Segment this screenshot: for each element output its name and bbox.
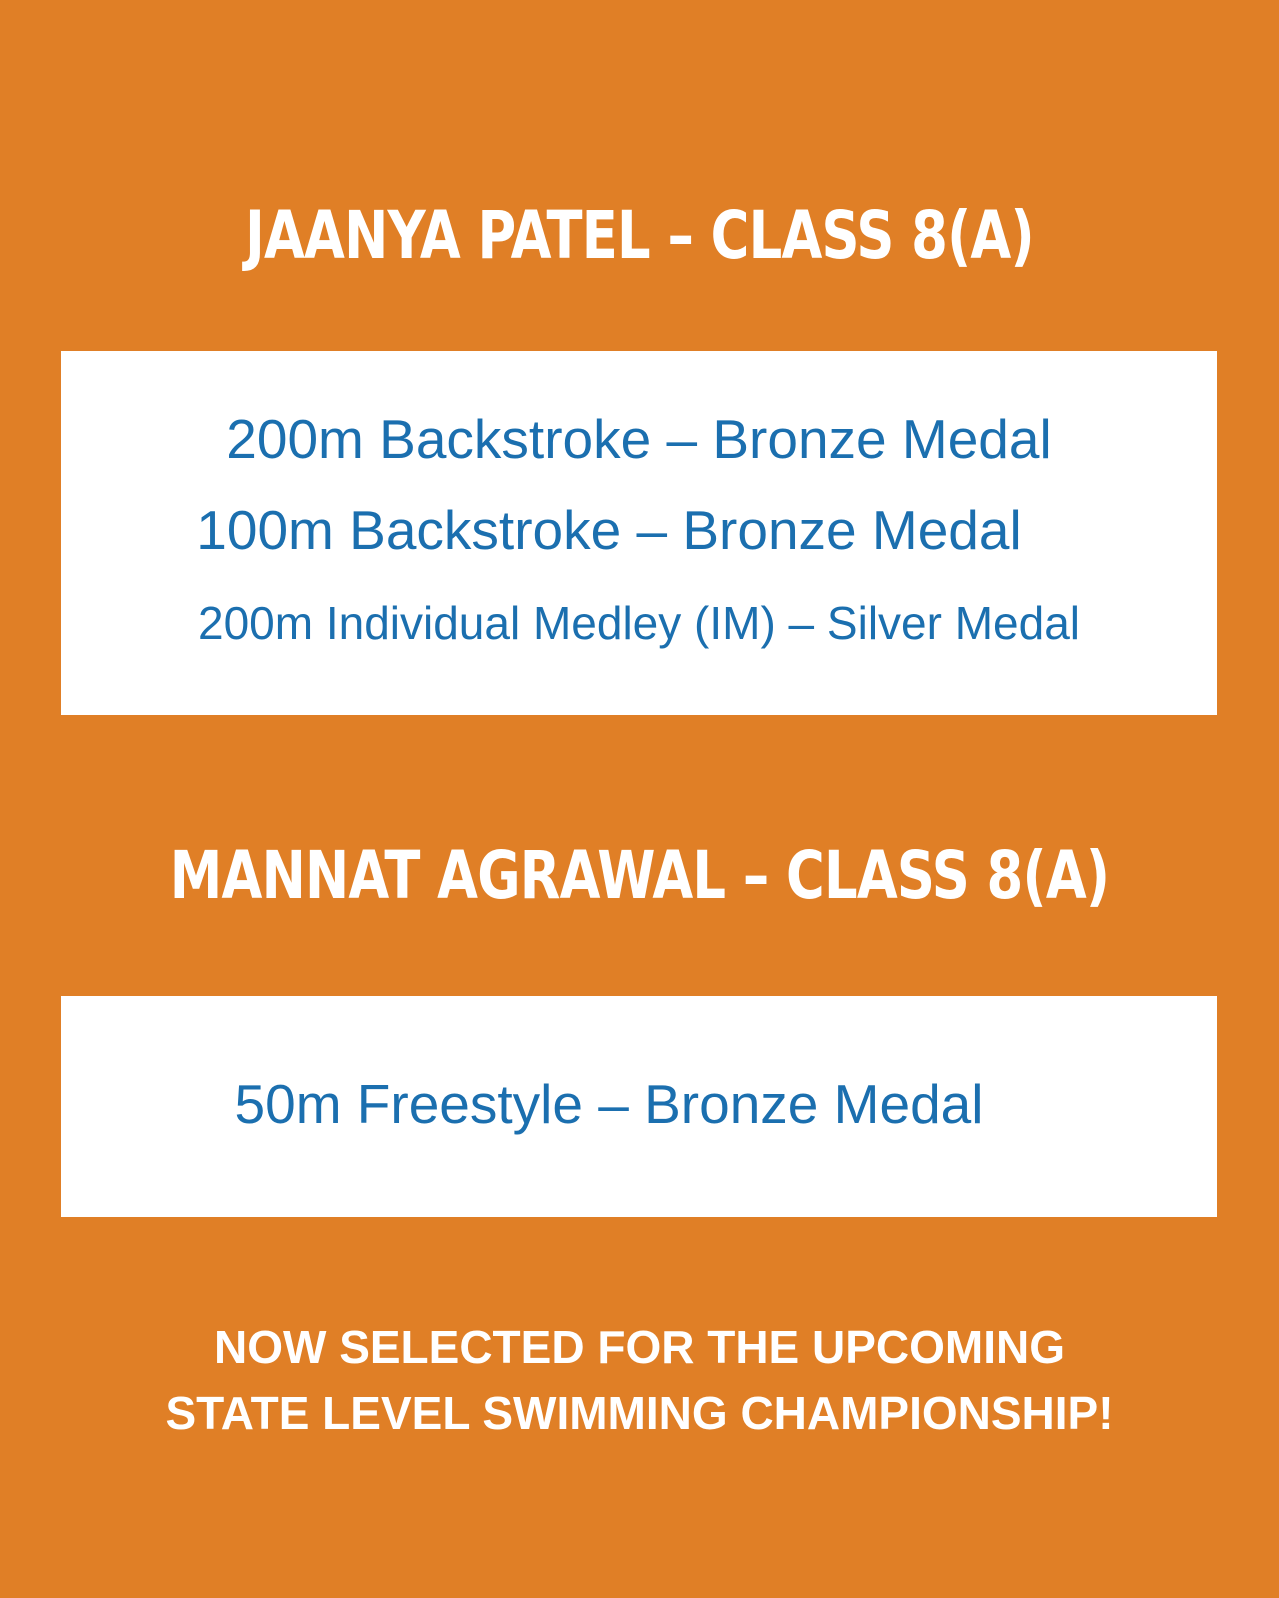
announcement-line-1: NOW SELECTED FOR THE UPCOMING — [214, 1321, 1065, 1373]
result-line: 50m Freestyle – Bronze Medal — [234, 1073, 984, 1135]
results-box-mannat-agrawal — [61, 996, 1217, 1217]
results-box-jaanya-patel — [61, 351, 1217, 715]
result-line: 200m Individual Medley (IM) – Silver Medal — [197, 597, 1081, 649]
student-heading-mannat-agrawal: MANNAT AGRAWAL – CLASS 8(A) — [169, 837, 1110, 914]
result-line: 100m Backstroke – Bronze Medal — [196, 499, 1022, 561]
announcement-line-2: STATE LEVEL SWIMMING CHAMPIONSHIP! — [165, 1387, 1114, 1439]
result-line: 200m Backstroke – Bronze Medal — [226, 408, 1052, 470]
selection-announcement — [0, 1314, 1279, 1446]
student-heading-jaanya-patel: JAANYA PATEL – CLASS 8(A) — [245, 197, 1034, 274]
